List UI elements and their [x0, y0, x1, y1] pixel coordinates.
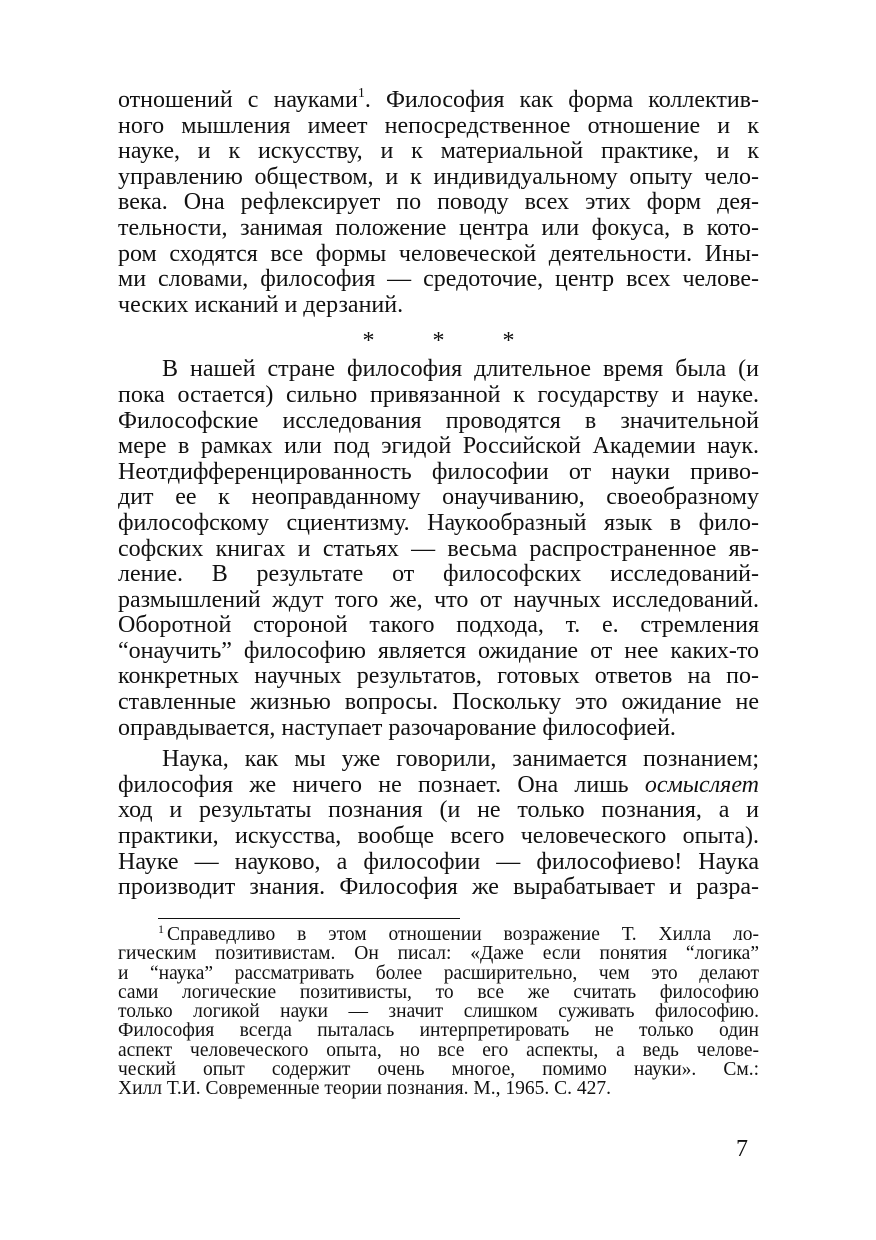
footnote-line: ческий опыт содержит очень многое, помимо науки». См.: [118, 1059, 759, 1081]
text-line: ром сходятся все формы человеческой деятельности. Ины- [118, 240, 759, 267]
text-line: Неотдифференцированность философии от науки приво- [118, 458, 759, 485]
section-separator: * * * [362, 328, 541, 355]
paragraph-1 [118, 88, 759, 318]
text-line: науке, и к искусству, и к материальной практике, и к [118, 138, 759, 165]
main-text [118, 88, 759, 901]
text-line: века. Она рефлексирует по поводу всех этих форм дея- [118, 189, 759, 216]
text-line: ставленные жизнью вопросы. Поскольку это ожидание не [118, 689, 759, 716]
text-line: Науке — науково, а философии — философиево! Наука [118, 848, 759, 875]
text-line: тельности, занимая положение центра или фокуса, в кото- [118, 214, 759, 241]
text-line: производит знания. Философия же вырабатывает и разра- [118, 874, 759, 901]
paragraph-2 [118, 357, 759, 741]
text-line: софских книгах и статьях — весьма распространенное яв- [118, 535, 759, 562]
text-line: Философские исследования проводятся в значительной [118, 407, 759, 434]
footnote-line: $^1$ Справедливо в этом отношении возражение Т. Хилла ло- [158, 921, 759, 945]
text-line: В нашей стране философия длительное время была (и [162, 356, 759, 383]
footnote-block [118, 921, 759, 1100]
text-line: управлению обществом, и к индивидуальному опыту чело- [118, 163, 759, 190]
text-line: ход и результаты познания (и не только познания, а и [118, 797, 759, 824]
footnote-line: Хилл Т.И. Современные теории познания. М., 1965. С. 427. [118, 1078, 611, 1100]
text-line: философия же ничего не познает. Она лишь осмысляет [118, 771, 759, 798]
text-line: Наука, как мы уже говорили, занимается познанием; [162, 746, 759, 773]
footnote-line: аспект человеческого опыта, но все его аспекты, а ведь челове- [118, 1039, 759, 1061]
text-line: отношений с науками$^1$. Философия как форма коллектив- [118, 86, 760, 113]
text-line: оправдывается, наступает разочарование философией. [118, 714, 676, 741]
text-line: философскому сциентизму. Наукообразный язык в фило- [118, 509, 759, 536]
page-number: 7 [736, 1136, 748, 1162]
text-line: конкретных научных результатов, готовых ответов на по- [118, 663, 759, 690]
footnote-reference[interactable]: 1 [357, 86, 365, 101]
footnote-line: только логикой науки — значит слишком суживать философию. [118, 1001, 759, 1023]
footnote-line: гическим позитивистам. Он писал: «Даже если понятия “логика” [118, 943, 759, 965]
text-line: ми словами, философия — средоточие, центр всех челове- [118, 266, 759, 293]
footnote-line: Философия всегда пыталась интерпретировать не только один [118, 1020, 759, 1042]
text-line: ческих исканий и дерзаний. [118, 291, 404, 318]
emphasized-word: осмысляет [644, 771, 759, 798]
text-line: размышлений ждут того же, что от научных исследований. [118, 586, 759, 613]
footnote-number: 1 [158, 921, 164, 936]
footnote-line: и “наука” рассматривать более расширительно, чем это делают [118, 962, 759, 984]
text-line: практики, искусства, вообще всего человеческого опыта). [118, 823, 759, 850]
paragraph-3 [118, 747, 759, 901]
text-line: пока остается) сильно привязанной к государству и науке. [118, 381, 759, 408]
text-line: мере в рамках или под эгидой Российской Академии наук. [118, 433, 759, 460]
footnote-divider [158, 918, 460, 919]
text-line: дит ее к неоправданному онаучиванию, своеобразному [118, 484, 759, 511]
text-line: “онаучить” философию является ожидание от нее каких-то [118, 637, 759, 664]
footnote-line: сами логические позитивисты, то все же считать философию [118, 981, 759, 1003]
text-line: Оборотной стороной такого подхода, т. е. стремления [118, 612, 759, 639]
text-line: ление. В результате от философских исследований- [118, 561, 759, 588]
text-line: ного мышления имеет непосредственное отношение и к [118, 112, 759, 139]
